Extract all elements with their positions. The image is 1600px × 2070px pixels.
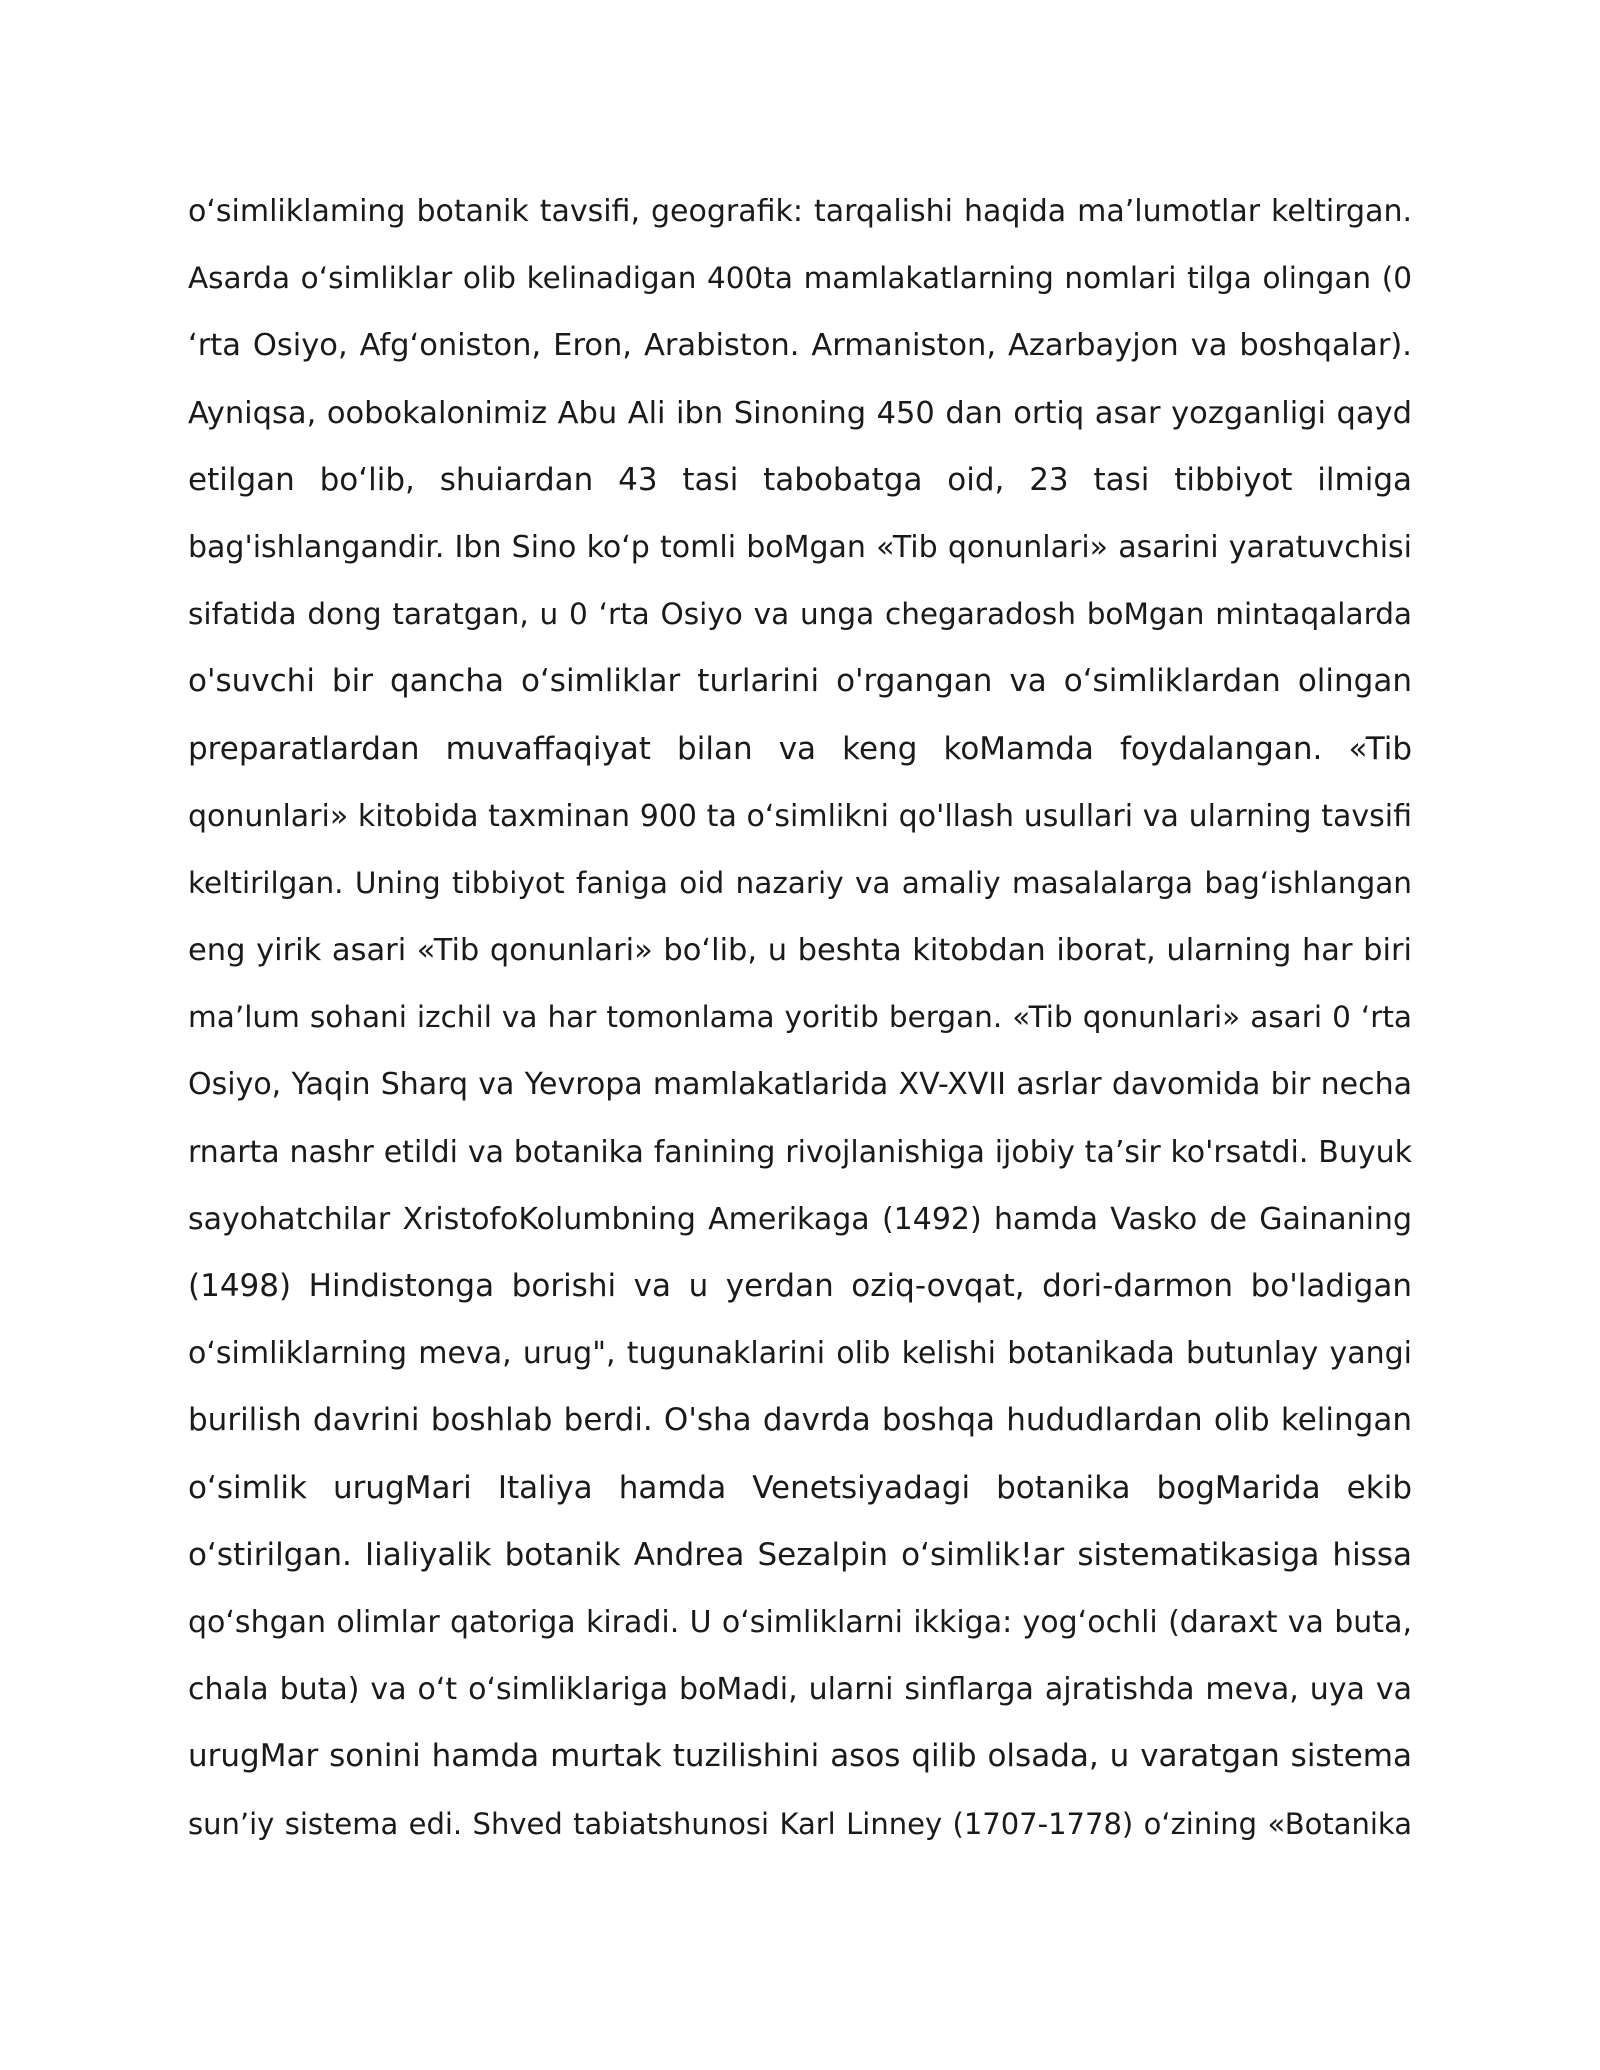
text-line: Osiyo, Yaqin Sharq va Yevropa mamlakatlarida XV-XVII asrlar davomida bir necha — [188, 1067, 1412, 1103]
text-line: qonunlari» kitobida taxminan 900 ta o‘simlikni qo'llash usullari va ularning tavsifi — [188, 798, 1412, 834]
text-line: sun’iy sistema edi. Shved tabiatshunosi Karl Linney (1707-1778) o‘zining «Botanika — [188, 1806, 1412, 1841]
text-line: o'suvchi bir qancha o‘simliklar turlarini o'rgangan va o‘simliklardan olingan — [188, 663, 1412, 700]
body-paragraph — [188, 178, 1412, 1858]
text-line: o‘simliklaming botanik tavsifi, geografik: tarqalishi haqida ma’lumotlar keltirgan. — [188, 194, 1412, 229]
text-line: sayohatchilar XristofoKolumbning Amerikaga (1492) hamda Vasko de Gainaning — [188, 1201, 1412, 1237]
text-line: (1498) Hindistonga borishi va u yerdan oziq-ovqat, dori-darmon bo'ladigan — [188, 1268, 1412, 1304]
text-line: etilgan bo‘lib, shuiardan 43 tasi tabobatga oid, 23 tasi tibbiyot ilmiga — [188, 461, 1412, 498]
text-line: burilish davrini boshlab berdi. O'sha davrda boshqa hududlardan olib kelingan — [188, 1402, 1412, 1439]
text-line: eng yirik asari «Tib qonunlari» bo‘lib, u beshta kitobdan iborat, ularning har biri — [188, 933, 1412, 969]
text-line: urugMar sonini hamda murtak tuzilishini asos qilib olsada, u varatgan sistema — [188, 1738, 1412, 1775]
text-line: keltirilgan. Uning tibbiyot faniga oid nazariy va amaliy masalalarga bag‘ishlangan — [188, 865, 1412, 900]
text-line: chala buta) va o‘t o‘simliklariga boMadi, ularni sinflarga ajratishda meva, uya va — [188, 1672, 1412, 1708]
text-line: sifatida dong taratgan, u 0 ‘rta Osiyo va unga chegaradosh boMgan mintaqalarda — [188, 597, 1412, 632]
text-line: qo‘shgan olimlar qatoriga kiradi. U o‘simliklarni ikkiga: yog‘ochli (daraxt va buta, — [188, 1604, 1412, 1640]
text-line: preparatlardan muvaffaqiyat bilan va keng koMamda foydalangan. «Tib — [188, 730, 1412, 767]
text-line: o‘simliklarning meva, urug", tugunaklarini olib kelishi botanikada butunlay yangi — [188, 1336, 1412, 1372]
text-line: Ayniqsa, oobokalonimiz Abu Ali ibn Sinoning 450 dan ortiq asar yozganligi qayd — [188, 395, 1412, 431]
text-line: Asarda o‘simliklar olib kelinadigan 400ta mamlakatlarning nomlari tilga olingan (0 — [188, 261, 1412, 296]
text-line: rnarta nashr etildi va botanika fanining rivojlanishiga ijobiy ta’sir ko'rsatdi. Buyuk — [188, 1134, 1412, 1170]
text-line: ‘rta Osiyo, Afg‘oniston, Eron, Arabiston. Armaniston, Azarbayjon va boshqalar). — [188, 328, 1412, 364]
text-line: o‘stirilgan. Iialiyalik botanik Andrea Sezalpin o‘simlik!ar sistematikasiga hissa — [188, 1536, 1412, 1573]
text-line: bag'ishlangandir. Ibn Sino ko‘p tomli boMgan «Tib qonunlari» asarini yaratuvchisi — [188, 529, 1412, 565]
text-line: o‘simlik urugMari Italiya hamda Venetsiyadagi botanika bogMarida ekib — [188, 1469, 1412, 1506]
text-line: ma’lum sohani izchil va har tomonlama yoritib bergan. «Tib qonunlari» asari 0 ‘rta — [188, 1000, 1412, 1035]
